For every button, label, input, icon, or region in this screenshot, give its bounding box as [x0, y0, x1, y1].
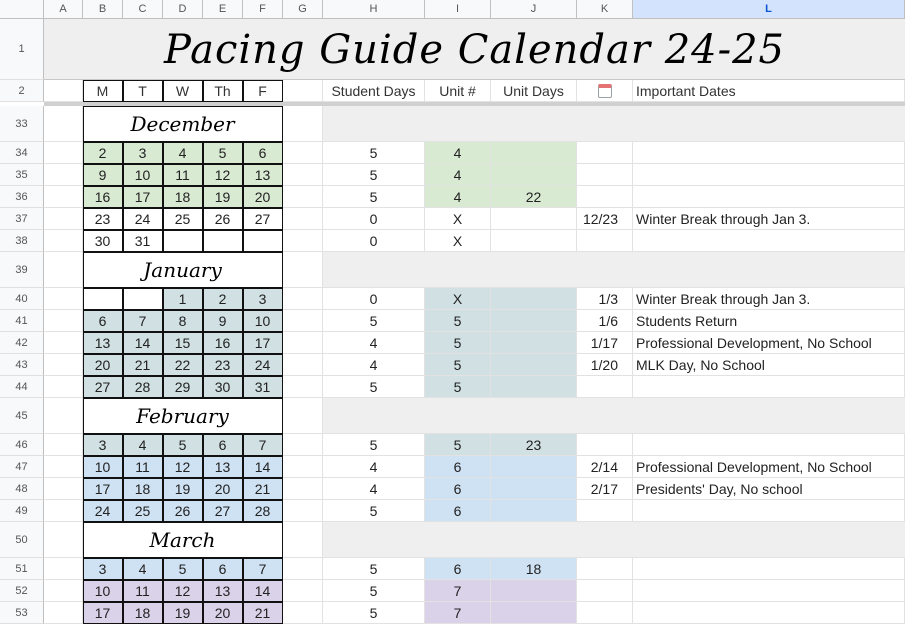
cell-g47[interactable] [283, 456, 323, 478]
calendar-day[interactable]: 5 [163, 558, 203, 580]
page-title: Pacing Guide Calendar 24-25 [163, 26, 786, 73]
important-date-note[interactable] [633, 142, 905, 164]
calendar-day[interactable]: 10 [83, 456, 123, 478]
calendar-day[interactable]: 27 [203, 500, 243, 522]
cell-a49[interactable] [44, 500, 83, 522]
cell-g46[interactable] [283, 434, 323, 456]
unit-number-cell[interactable]: 4 [425, 186, 491, 208]
unit-days-cell[interactable] [491, 456, 577, 478]
important-date-note[interactable] [633, 164, 905, 186]
unit-days-cell[interactable]: 22 [491, 186, 577, 208]
month-gap-row [323, 252, 905, 288]
row-header-49[interactable]: 49 [0, 500, 44, 522]
unit-number-cell[interactable]: 6 [425, 558, 491, 580]
column-header-k[interactable]: K [577, 0, 633, 19]
calendar-day[interactable]: 30 [203, 376, 243, 398]
calendar-day[interactable]: 8 [163, 310, 203, 332]
student-days-cell[interactable]: 4 [323, 354, 425, 376]
unit-number-cell[interactable]: X [425, 288, 491, 310]
row-header-36[interactable]: 36 [0, 186, 44, 208]
cell-g41[interactable] [283, 310, 323, 332]
calendar-day[interactable]: 14 [243, 580, 283, 602]
calendar-day[interactable]: 20 [243, 186, 283, 208]
unit-number-cell[interactable]: 5 [425, 332, 491, 354]
unit-days-cell[interactable] [491, 310, 577, 332]
unit-days-cell[interactable] [491, 208, 577, 230]
row-header-34[interactable]: 34 [0, 142, 44, 164]
date-cell[interactable] [577, 558, 633, 580]
date-cell[interactable]: 2/17 [577, 478, 633, 500]
important-date-note[interactable] [633, 558, 905, 580]
row-header-39[interactable]: 39 [0, 252, 44, 288]
important-date-note[interactable] [633, 434, 905, 456]
cell-g52[interactable] [283, 580, 323, 602]
important-date-note[interactable]: Students Return [633, 310, 905, 332]
calendar-day[interactable]: 6 [243, 142, 283, 164]
unit-number-cell[interactable]: 6 [425, 456, 491, 478]
unit-number-cell[interactable]: X [425, 230, 491, 252]
row-header-41[interactable]: 41 [0, 310, 44, 332]
calendar-day[interactable]: 2 [203, 288, 243, 310]
unit-days-cell[interactable] [491, 230, 577, 252]
calendar-day[interactable]: 23 [203, 354, 243, 376]
cell-g45[interactable] [283, 398, 323, 434]
calendar-day[interactable]: 4 [123, 434, 163, 456]
important-date-note[interactable]: MLK Day, No School [633, 354, 905, 376]
calendar-day[interactable]: 14 [243, 456, 283, 478]
calendar-day[interactable]: 3 [83, 558, 123, 580]
important-date-note[interactable] [633, 602, 905, 624]
row-header-50[interactable]: 50 [0, 522, 44, 558]
cell-g2[interactable] [283, 80, 323, 102]
student-days-cell[interactable]: 5 [323, 310, 425, 332]
important-date-note[interactable]: Professional Development, No School [633, 332, 905, 354]
calendar-day[interactable]: 14 [123, 332, 163, 354]
cell-g33[interactable] [283, 106, 323, 142]
weekday-header-t[interactable]: T [123, 80, 163, 102]
row-header-53[interactable]: 53 [0, 602, 44, 624]
calendar-day[interactable]: 3 [83, 434, 123, 456]
month-gap-row [323, 106, 905, 142]
student-days-cell[interactable]: 5 [323, 186, 425, 208]
cell-a48[interactable] [44, 478, 83, 500]
calendar-day[interactable]: 26 [203, 208, 243, 230]
calendar-day[interactable]: 28 [243, 500, 283, 522]
calendar-day[interactable]: 18 [163, 186, 203, 208]
calendar-day[interactable]: 17 [123, 186, 163, 208]
column-header-d[interactable]: D [163, 0, 203, 19]
unit-days-cell[interactable] [491, 500, 577, 522]
unit-number-cell[interactable]: 5 [425, 310, 491, 332]
unit-days-cell[interactable] [491, 288, 577, 310]
column-header-j[interactable]: J [491, 0, 577, 19]
unit-number-cell[interactable]: 5 [425, 434, 491, 456]
student-days-cell[interactable]: 5 [323, 142, 425, 164]
calendar-day[interactable]: 12 [203, 164, 243, 186]
calendar-day[interactable]: 13 [243, 164, 283, 186]
row-header-51[interactable]: 51 [0, 558, 44, 580]
calendar-day[interactable]: 21 [243, 602, 283, 624]
student-days-cell[interactable]: 5 [323, 580, 425, 602]
calendar-day[interactable]: 21 [243, 478, 283, 500]
unit-days-cell[interactable] [491, 376, 577, 398]
unit-number-cell[interactable]: 6 [425, 500, 491, 522]
cell-g53[interactable] [283, 602, 323, 624]
calendar-day[interactable]: 23 [83, 208, 123, 230]
calendar-day[interactable]: 9 [203, 310, 243, 332]
row-header-37[interactable]: 37 [0, 208, 44, 230]
calendar-day[interactable] [243, 230, 283, 252]
date-cell[interactable] [577, 142, 633, 164]
calendar-day[interactable]: 29 [163, 376, 203, 398]
row-header-46[interactable]: 46 [0, 434, 44, 456]
calendar-day[interactable]: 15 [163, 332, 203, 354]
cell-a35[interactable] [44, 164, 83, 186]
calendar-day[interactable]: 11 [163, 164, 203, 186]
calendar-day[interactable]: 16 [203, 332, 243, 354]
cell-a33[interactable] [44, 106, 83, 142]
row-header-33[interactable]: 33 [0, 106, 44, 142]
row-header-42[interactable]: 42 [0, 332, 44, 354]
calendar-icon [598, 84, 612, 98]
calendar-day[interactable]: 10 [83, 580, 123, 602]
date-cell[interactable]: 1/3 [577, 288, 633, 310]
column-header-f[interactable]: F [243, 0, 283, 19]
weekday-header-m[interactable]: M [83, 80, 123, 102]
calendar-day[interactable]: 24 [243, 354, 283, 376]
calendar-day[interactable]: 25 [163, 208, 203, 230]
calendar-day[interactable]: 12 [163, 456, 203, 478]
calendar-day[interactable]: 11 [123, 456, 163, 478]
important-date-note[interactable] [633, 580, 905, 602]
calendar-day[interactable]: 22 [163, 354, 203, 376]
unit-days-cell[interactable] [491, 580, 577, 602]
weekday-header-f[interactable]: F [243, 80, 283, 102]
calendar-day[interactable]: 6 [203, 434, 243, 456]
row-header-47[interactable]: 47 [0, 456, 44, 478]
cell-a46[interactable] [44, 434, 83, 456]
cell-a2[interactable] [44, 80, 83, 102]
student-days-cell[interactable]: 4 [323, 478, 425, 500]
cell-a38[interactable] [44, 230, 83, 252]
cell-g49[interactable] [283, 500, 323, 522]
cell-g40[interactable] [283, 288, 323, 310]
calendar-day[interactable]: 10 [243, 310, 283, 332]
unit-number-cell[interactable]: 7 [425, 602, 491, 624]
row-header-43[interactable]: 43 [0, 354, 44, 376]
date-cell[interactable] [577, 434, 633, 456]
date-cell[interactable] [577, 186, 633, 208]
calendar-day[interactable]: 6 [203, 558, 243, 580]
cell-a34[interactable] [44, 142, 83, 164]
date-cell[interactable] [577, 602, 633, 624]
month-label-march: March [83, 522, 283, 558]
calendar-day[interactable]: 27 [243, 208, 283, 230]
calendar-day[interactable] [123, 288, 163, 310]
calendar-day[interactable]: 5 [163, 434, 203, 456]
month-label-december: December [83, 106, 283, 142]
calendar-day[interactable]: 4 [123, 558, 163, 580]
cell-g35[interactable] [283, 164, 323, 186]
cell-g50[interactable] [283, 522, 323, 558]
calendar-day[interactable]: 3 [243, 288, 283, 310]
important-date-note[interactable]: Winter Break through Jan 3. [633, 208, 905, 230]
important-date-note[interactable] [633, 186, 905, 208]
cell-a40[interactable] [44, 288, 83, 310]
student-days-cell[interactable]: 5 [323, 602, 425, 624]
unit-days-cell[interactable] [491, 478, 577, 500]
calendar-day[interactable]: 30 [83, 230, 123, 252]
cell-a44[interactable] [44, 376, 83, 398]
month-label-february: February [83, 398, 283, 434]
student-days-cell[interactable]: 5 [323, 558, 425, 580]
important-date-note[interactable]: Winter Break through Jan 3. [633, 288, 905, 310]
calendar-day[interactable]: 9 [83, 164, 123, 186]
cell-a50[interactable] [44, 522, 83, 558]
calendar-day[interactable]: 20 [83, 354, 123, 376]
calendar-day[interactable]: 17 [83, 602, 123, 624]
important-date-note[interactable] [633, 230, 905, 252]
calendar-day[interactable]: 19 [163, 478, 203, 500]
unit-number-cell[interactable]: 5 [425, 354, 491, 376]
calendar-day[interactable]: 3 [123, 142, 163, 164]
cell-a43[interactable] [44, 354, 83, 376]
unit-days-cell[interactable] [491, 602, 577, 624]
month-label-january: January [83, 252, 283, 288]
student-days-cell[interactable]: 5 [323, 434, 425, 456]
cell-a42[interactable] [44, 332, 83, 354]
unit-number-cell[interactable]: 4 [425, 142, 491, 164]
row-header-38[interactable]: 38 [0, 230, 44, 252]
student-days-cell[interactable]: 0 [323, 230, 425, 252]
cell-g38[interactable] [283, 230, 323, 252]
unit-days-cell[interactable] [491, 332, 577, 354]
cell-a53[interactable] [44, 602, 83, 624]
column-header-e[interactable]: E [203, 0, 243, 19]
cell-g51[interactable] [283, 558, 323, 580]
column-header-h[interactable]: H [323, 0, 425, 19]
calendar-day[interactable]: 24 [83, 500, 123, 522]
calendar-day[interactable]: 6 [83, 310, 123, 332]
unit-days-cell[interactable] [491, 354, 577, 376]
calendar-day[interactable]: 13 [203, 580, 243, 602]
calendar-day[interactable]: 13 [83, 332, 123, 354]
calendar-header[interactable] [577, 80, 633, 102]
cell-g36[interactable] [283, 186, 323, 208]
row-header-48[interactable]: 48 [0, 478, 44, 500]
date-cell[interactable] [577, 376, 633, 398]
weekday-header-w[interactable]: W [163, 80, 203, 102]
row-header-35[interactable]: 35 [0, 164, 44, 186]
cell-a37[interactable] [44, 208, 83, 230]
unit-days-cell[interactable] [491, 164, 577, 186]
calendar-day[interactable] [163, 230, 203, 252]
cell-g39[interactable] [283, 252, 323, 288]
cell-a51[interactable] [44, 558, 83, 580]
student-days-cell[interactable]: 4 [323, 332, 425, 354]
important-date-note[interactable] [633, 376, 905, 398]
calendar-day[interactable]: 12 [163, 580, 203, 602]
cell-g44[interactable] [283, 376, 323, 398]
calendar-day[interactable]: 4 [163, 142, 203, 164]
student-days-cell[interactable]: 4 [323, 456, 425, 478]
date-cell[interactable]: 2/14 [577, 456, 633, 478]
unit-number-cell[interactable]: 5 [425, 376, 491, 398]
calendar-day[interactable]: 21 [123, 354, 163, 376]
row-header-44[interactable]: 44 [0, 376, 44, 398]
cell-a36[interactable] [44, 186, 83, 208]
calendar-day[interactable]: 16 [83, 186, 123, 208]
calendar-day[interactable]: 20 [203, 478, 243, 500]
calendar-day[interactable] [203, 230, 243, 252]
row-header-1[interactable]: 1 [0, 19, 44, 80]
row-header-45[interactable]: 45 [0, 398, 44, 434]
weekday-header-th[interactable]: Th [203, 80, 243, 102]
calendar-day[interactable]: 7 [123, 310, 163, 332]
month-gap-row [323, 398, 905, 434]
calendar-day[interactable]: 19 [203, 186, 243, 208]
cell-g48[interactable] [283, 478, 323, 500]
calendar-day[interactable]: 13 [203, 456, 243, 478]
important-dates-header[interactable]: Important Dates [633, 80, 905, 102]
calendar-day[interactable]: 7 [243, 434, 283, 456]
unit-days-header[interactable]: Unit Days [491, 80, 577, 102]
unit-number-cell[interactable]: 4 [425, 164, 491, 186]
calendar-day[interactable]: 1 [163, 288, 203, 310]
calendar-day[interactable]: 18 [123, 478, 163, 500]
student-days-cell[interactable]: 5 [323, 376, 425, 398]
cell-g34[interactable] [283, 142, 323, 164]
date-cell[interactable]: 12/23 [577, 208, 633, 230]
calendar-day[interactable] [83, 288, 123, 310]
date-cell[interactable]: 1/6 [577, 310, 633, 332]
date-cell[interactable] [577, 500, 633, 522]
calendar-day[interactable]: 18 [123, 602, 163, 624]
calendar-day[interactable]: 19 [163, 602, 203, 624]
student-days-cell[interactable]: 5 [323, 164, 425, 186]
unit-number-cell[interactable]: 6 [425, 478, 491, 500]
cell-a52[interactable] [44, 580, 83, 602]
student-days-cell[interactable]: 5 [323, 500, 425, 522]
important-date-note[interactable] [633, 500, 905, 522]
column-header-a[interactable]: A [44, 0, 83, 19]
row-header-40[interactable]: 40 [0, 288, 44, 310]
column-header-l[interactable]: L [633, 0, 905, 19]
column-header-c[interactable]: C [123, 0, 163, 19]
column-header-b[interactable]: B [83, 0, 123, 19]
cell-g37[interactable] [283, 208, 323, 230]
cell-g42[interactable] [283, 332, 323, 354]
calendar-day[interactable]: 20 [203, 602, 243, 624]
date-cell[interactable] [577, 164, 633, 186]
calendar-day[interactable]: 11 [123, 580, 163, 602]
cell-a39[interactable] [44, 252, 83, 288]
student-days-cell[interactable]: 0 [323, 208, 425, 230]
row-header-52[interactable]: 52 [0, 580, 44, 602]
important-date-note[interactable]: Professional Development, No School [633, 456, 905, 478]
date-cell[interactable] [577, 230, 633, 252]
unit-number-header[interactable]: Unit # [425, 80, 491, 102]
calendar-day[interactable]: 31 [243, 376, 283, 398]
unit-number-cell[interactable]: 7 [425, 580, 491, 602]
calendar-day[interactable]: 25 [123, 500, 163, 522]
calendar-day[interactable]: 10 [123, 164, 163, 186]
row-header-2[interactable]: 2 [0, 80, 44, 102]
student-days-header[interactable]: Student Days [323, 80, 425, 102]
select-all-corner[interactable] [0, 0, 44, 19]
unit-days-cell[interactable]: 23 [491, 434, 577, 456]
calendar-day[interactable]: 24 [123, 208, 163, 230]
date-cell[interactable]: 1/20 [577, 354, 633, 376]
date-cell[interactable]: 1/17 [577, 332, 633, 354]
calendar-day[interactable]: 31 [123, 230, 163, 252]
important-date-note[interactable]: Presidents' Day, No school [633, 478, 905, 500]
cell-a47[interactable] [44, 456, 83, 478]
student-days-cell[interactable]: 0 [323, 288, 425, 310]
cell-g43[interactable] [283, 354, 323, 376]
unit-days-cell[interactable]: 18 [491, 558, 577, 580]
calendar-day[interactable]: 17 [83, 478, 123, 500]
unit-days-cell[interactable] [491, 142, 577, 164]
calendar-day[interactable]: 7 [243, 558, 283, 580]
calendar-day[interactable]: 26 [163, 500, 203, 522]
calendar-day[interactable]: 5 [203, 142, 243, 164]
calendar-day[interactable]: 27 [83, 376, 123, 398]
unit-number-cell[interactable]: X [425, 208, 491, 230]
month-gap-row [323, 522, 905, 558]
column-header-g[interactable]: G [283, 0, 323, 19]
cell-a45[interactable] [44, 398, 83, 434]
cell-a41[interactable] [44, 310, 83, 332]
calendar-day[interactable]: 2 [83, 142, 123, 164]
calendar-day[interactable]: 28 [123, 376, 163, 398]
column-header-i[interactable]: I [425, 0, 491, 19]
calendar-day[interactable]: 17 [243, 332, 283, 354]
date-cell[interactable] [577, 580, 633, 602]
